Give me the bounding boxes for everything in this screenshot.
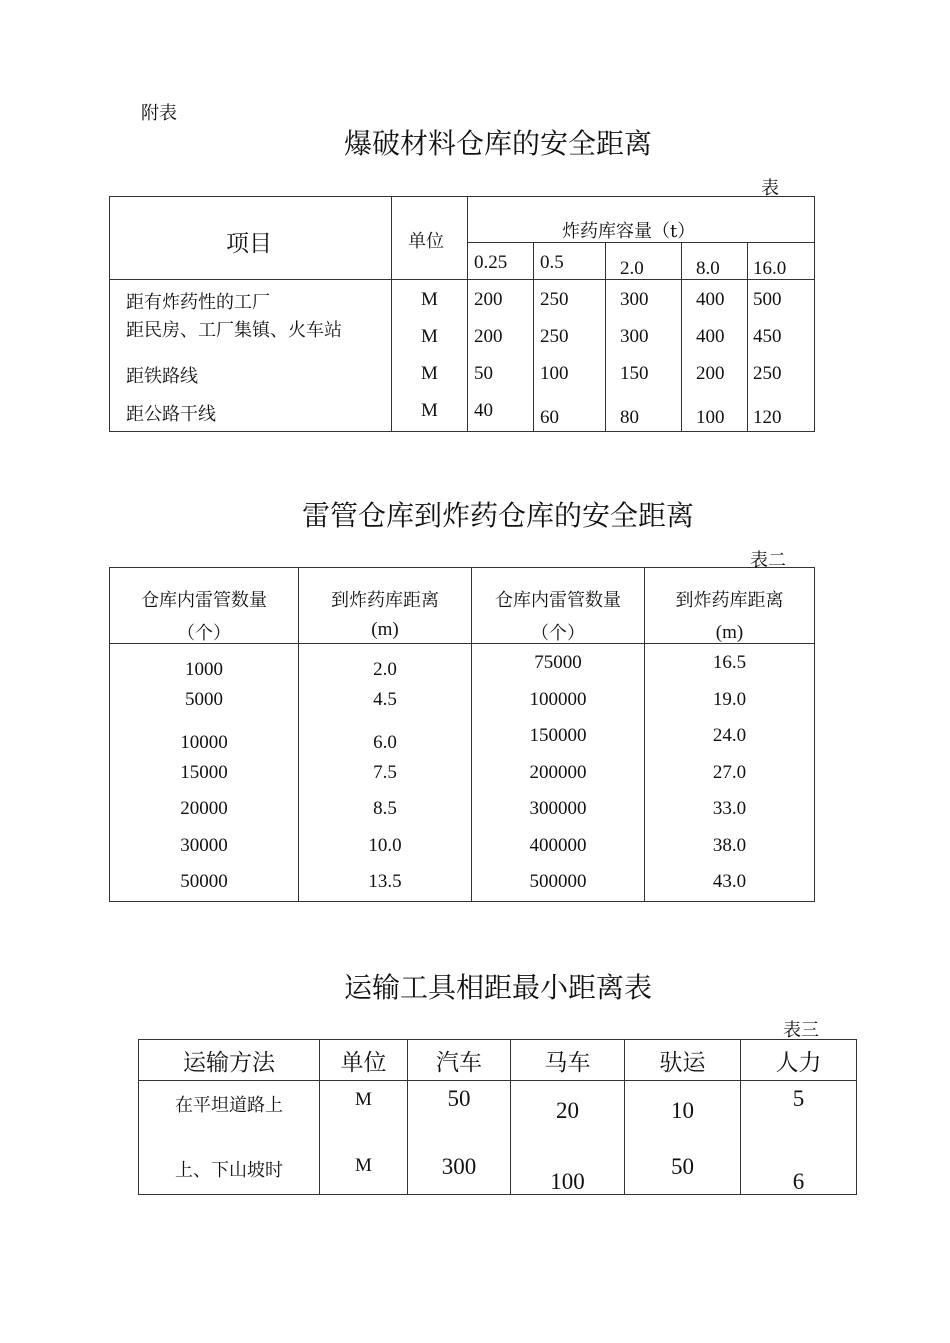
list-item: 33.0 xyxy=(712,798,747,819)
table-row: 距有炸药性的工厂 xyxy=(126,292,270,313)
table3-col-pack: 10 50 xyxy=(625,1081,741,1195)
table1-capacity-cell: 0.25 xyxy=(468,243,534,280)
list-item: 16.5 xyxy=(712,652,747,673)
appendix-label: 附表 xyxy=(141,103,177,124)
table1-row-names xyxy=(110,280,392,432)
table1-row-units: M M M M xyxy=(392,280,468,432)
list-item: 2.0 xyxy=(373,659,397,680)
table3-col-cart: 20 100 xyxy=(511,1081,625,1195)
list-item: 43.0 xyxy=(712,871,747,892)
list-item: 150000 xyxy=(529,725,587,746)
table2-title: 雷管仓库到炸药仓库的安全距离 xyxy=(301,499,694,532)
table1-capacity-cell: 16.0 xyxy=(748,243,815,280)
list-item: 27.0 xyxy=(712,762,747,783)
table2-col-left-counts xyxy=(110,644,299,902)
table3-header-unit: 单位 xyxy=(320,1040,408,1081)
table1 xyxy=(109,196,815,432)
table3-header-manual: 人力 xyxy=(741,1040,857,1081)
list-item: 7.5 xyxy=(373,762,397,783)
list-item: 19.0 xyxy=(712,689,747,710)
list-item: 500000 xyxy=(529,871,587,892)
list-item: 300000 xyxy=(529,798,587,819)
table3-col-unit: M M xyxy=(320,1081,408,1195)
table3-header-car: 汽车 xyxy=(408,1040,511,1081)
table1-col-025: 200 200 50 40 xyxy=(468,280,534,432)
list-item: 10.0 xyxy=(368,835,402,856)
list-item: 75000 xyxy=(534,652,582,673)
list-item: 24.0 xyxy=(712,725,747,746)
list-item: 200000 xyxy=(529,762,587,783)
table3-col-manual: 5 6 xyxy=(741,1081,857,1195)
table-row: 距民房、工厂集镇、火车站 xyxy=(126,320,342,341)
list-item: 1000 xyxy=(185,659,223,680)
table2-col-left-dists xyxy=(299,644,472,902)
table2-header-count-left: 仓库内雷管数量 （个） xyxy=(110,568,299,644)
table-row: 距铁路线 xyxy=(126,366,198,387)
table1-header-item: 项目 xyxy=(110,197,392,280)
table1-tag: 表 xyxy=(761,178,779,199)
list-item: 15000 xyxy=(180,762,228,783)
table1-header-unit: 单位 xyxy=(392,197,468,280)
list-item: 8.5 xyxy=(373,798,397,819)
table-row: 上、下山坡时 xyxy=(175,1160,283,1181)
list-item: 20000 xyxy=(180,798,228,819)
table1-capacity-cell: 0.5 xyxy=(534,243,606,280)
table2-header-dist-left: 到炸药库距离 (m) xyxy=(299,568,472,644)
table1-capacity-cell: 8.0 xyxy=(682,243,748,280)
table2-col-right-dists xyxy=(645,644,815,902)
table2 xyxy=(109,567,815,902)
table1-title: 爆破材料仓库的安全距离 xyxy=(343,127,652,160)
list-item: 10000 xyxy=(180,732,228,753)
table3-col-method xyxy=(139,1081,320,1195)
table3-header-pack: 驮运 xyxy=(625,1040,741,1081)
list-item: 4.5 xyxy=(373,689,397,710)
table1-col-20: 300 300 150 80 xyxy=(606,280,682,432)
table3-title: 运输工具相距最小距离表 xyxy=(343,971,652,1004)
list-item: 13.5 xyxy=(368,871,402,892)
table3-col-car: 50 300 xyxy=(408,1081,511,1195)
table2-header-count-right: 仓库内雷管数量 （个） xyxy=(472,568,645,644)
list-item: 5000 xyxy=(185,689,223,710)
list-item: 400000 xyxy=(529,835,587,856)
table3-header-cart: 马车 xyxy=(511,1040,625,1081)
list-item: 6.0 xyxy=(373,732,397,753)
table1-header-capacity: 炸药库容量（t） xyxy=(468,197,815,243)
table-row: 在平坦道路上 xyxy=(175,1095,283,1116)
list-item: 30000 xyxy=(180,835,228,856)
list-item: 50000 xyxy=(180,871,228,892)
table1-capacity-cell: 2.0 xyxy=(606,243,682,280)
table3-header-method: 运输方法 xyxy=(139,1040,320,1081)
table1-col-160: 500 450 250 120 xyxy=(748,280,815,432)
table-row: 距公路干线 xyxy=(126,404,216,425)
list-item: 38.0 xyxy=(712,835,747,856)
list-item: 100000 xyxy=(529,689,587,710)
table3-tag: 表三 xyxy=(783,1020,819,1041)
table2-header-dist-right: 到炸药库距离 (m) xyxy=(645,568,815,644)
table1-col-80: 400 400 200 100 xyxy=(682,280,748,432)
table2-col-right-counts xyxy=(472,644,645,902)
table3 xyxy=(138,1039,857,1195)
table2-tag: 表二 xyxy=(750,550,786,571)
table1-col-05: 250 250 100 60 xyxy=(534,280,606,432)
